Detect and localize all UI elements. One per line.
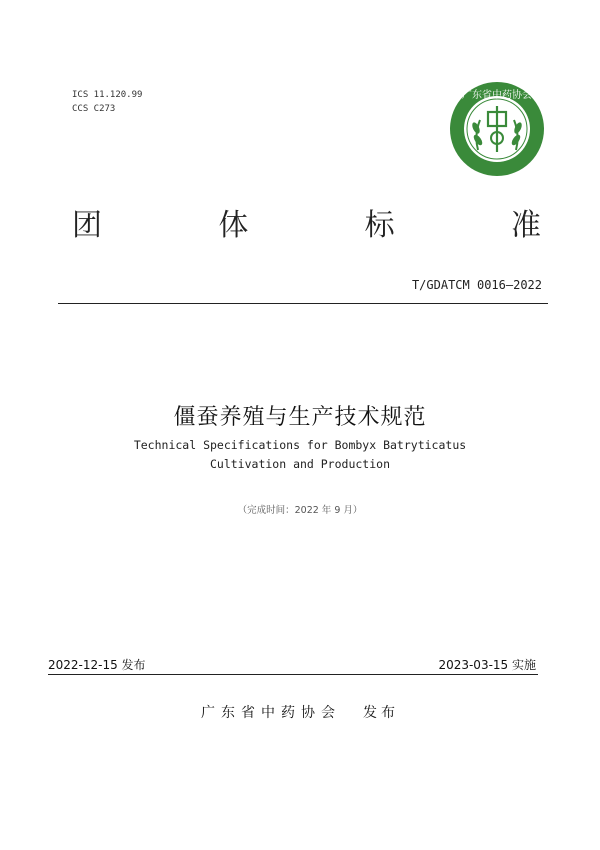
completion-date: （完成时间：2022 年 9 月）	[237, 505, 363, 516]
title-en-line: Technical Specifications for Bombyx Batryticatus	[133, 438, 467, 452]
title-char: 准	[510, 208, 542, 243]
ics-code: ICS 11.120.99	[72, 90, 143, 100]
document-title-en	[0, 436, 600, 474]
ccs-code: CCS C273	[72, 104, 116, 114]
standard-number: T/GDATCM 0016—2022	[411, 278, 542, 292]
standard-type-title	[72, 200, 542, 244]
association-seal-icon	[448, 80, 546, 178]
document-title-cn: 僵蚕养殖与生产技术规范	[173, 405, 427, 430]
logo-ring-text: 广东省中药协会	[462, 90, 532, 101]
title-char: 标	[364, 208, 396, 243]
title-char: 团	[72, 208, 103, 243]
title-en-line: Cultivation and Production	[209, 457, 390, 471]
issuer-line	[0, 702, 600, 722]
issuer-org: 广东省中药协会	[201, 705, 341, 721]
effective-date: 2023-03-15 实施	[438, 658, 536, 672]
classification-codes	[72, 88, 142, 116]
header-divider	[58, 303, 548, 304]
association-logo	[448, 80, 546, 178]
footer-divider	[48, 674, 538, 675]
title-char: 体	[218, 208, 250, 243]
issuer-action: 发布	[363, 705, 399, 721]
publish-date: 2022-12-15 发布	[48, 658, 146, 672]
